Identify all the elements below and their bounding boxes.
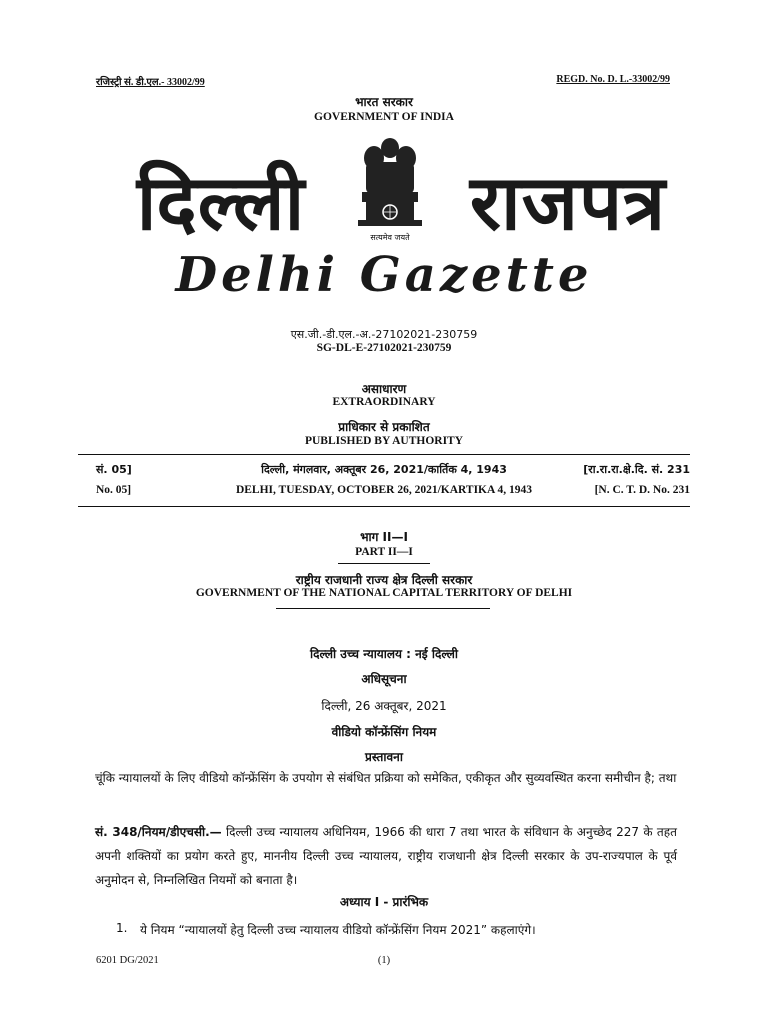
government-english: GOVERNMENT OF INDIA	[314, 111, 454, 123]
issue-number-english: No. 05]	[96, 484, 132, 496]
notification-reference: सं. 348/नियम/डीएचसी.—	[95, 825, 222, 839]
masthead-hindi-right: राजपत्र	[469, 158, 667, 247]
rule-item-text: ये नियम “न्यायालयों हेतु दिल्ली उच्च न्यायालय वीडियो कॉन्फ्रेंसिंग नियम 2021” कहलाएंगे।	[140, 923, 536, 937]
issue-line-english	[0, 484, 768, 500]
published-by-authority-hindi: प्राधिकार से प्रकाशित	[338, 420, 430, 434]
masthead-hindi-left: दिल्ली	[136, 158, 306, 247]
published-by-authority-english: PUBLISHED BY AUTHORITY	[304, 435, 464, 447]
extraordinary-english: EXTRAORDINARY	[332, 396, 436, 408]
issue-number-hindi: सं. 05]	[96, 463, 132, 476]
part-english: PART II—I	[355, 546, 413, 558]
nctd-number-english: [N. C. T. D. No. 231	[594, 484, 690, 496]
issue-date-english: DELHI, TUESDAY, OCTOBER 26, 2021/KARTIKA 4, 1943	[235, 484, 533, 496]
preamble-paragraph: चूंकि न्यायालयों के लिए वीडियो कॉन्फ्रेंसिंग के उपयोग से संबंधित प्रक्रिया को समेकित, एकीकृत और सुव्यवस्थित करना समीचीन है; तथा	[95, 771, 677, 785]
registration-number-hindi: रजिस्ट्री सं. डी.एल.- 33002/99	[96, 77, 205, 88]
nct-government-english: GOVERNMENT OF THE NATIONAL CAPITAL TERRITORY OF DELHI	[195, 587, 573, 599]
notification-title: अधिसूचना	[361, 672, 407, 686]
divider-top	[78, 454, 690, 455]
rules-title: वीडियो कॉन्फ्रेंसिंग नियम	[331, 725, 437, 739]
main-paragraph-text: दिल्ली उच्च न्यायालय अधिनियम, 1966 की धारा 7 तथा भारत के संविधान के अनुच्छेद 227 के तहत अपनी शक्तियों का प्रयोग करते हुए, माननीय दिल्ली उच्च न्यायालय, राष्ट्रीय राजधानी क्षेत्र दिल्ली सरकार के उप-राज्यपाल के पूर्व अनुमोदन से, निम्नलिखित नियमों को बनाता है।	[95, 825, 677, 887]
sg-number-hindi: एस.जी.-डी.एल.-अ.-27102021-230759	[290, 328, 478, 341]
page-number: (1)	[377, 955, 391, 966]
issue-line-hindi	[0, 462, 768, 478]
national-emblem-icon	[348, 134, 432, 244]
part-hindi: भाग II—I	[360, 530, 408, 544]
document-code: 6201 DG/2021	[96, 955, 159, 966]
rule-item-number: 1.	[116, 921, 128, 935]
notification-date: दिल्ली, 26 अक्तूबर, 2021	[321, 699, 447, 713]
part-underline	[338, 563, 430, 564]
nctd-number-hindi: [रा.रा.रा.क्षे.दि. सं. 231	[583, 463, 690, 476]
extraordinary-hindi: असाधारण	[361, 382, 407, 396]
main-paragraph	[95, 820, 677, 892]
registration-number-english: REGD. No. D. L.-33002/99	[556, 74, 670, 85]
government-hindi: भारत सरकार	[355, 95, 413, 109]
issue-date-hindi: दिल्ली, मंगलवार, अक्तूबर 26, 2021/कार्तिक 4, 1943	[261, 463, 507, 476]
government-underline	[276, 608, 490, 609]
court-heading: दिल्ली उच्च न्यायालय : नई दिल्ली	[309, 647, 458, 661]
nct-government-hindi: राष्ट्रीय राजधानी राज्य क्षेत्र दिल्ली सरकार	[295, 573, 473, 587]
sg-number-english: SG-DL-E-27102021-230759	[316, 342, 452, 354]
divider-bottom	[78, 506, 690, 507]
preamble-title: प्रस्तावना	[365, 750, 403, 764]
emblem-motto: सत्यमेव जयते	[370, 233, 410, 242]
chapter-heading: अध्याय I - प्रारंभिक	[339, 895, 429, 909]
masthead-english: Delhi Gazette	[175, 247, 593, 303]
